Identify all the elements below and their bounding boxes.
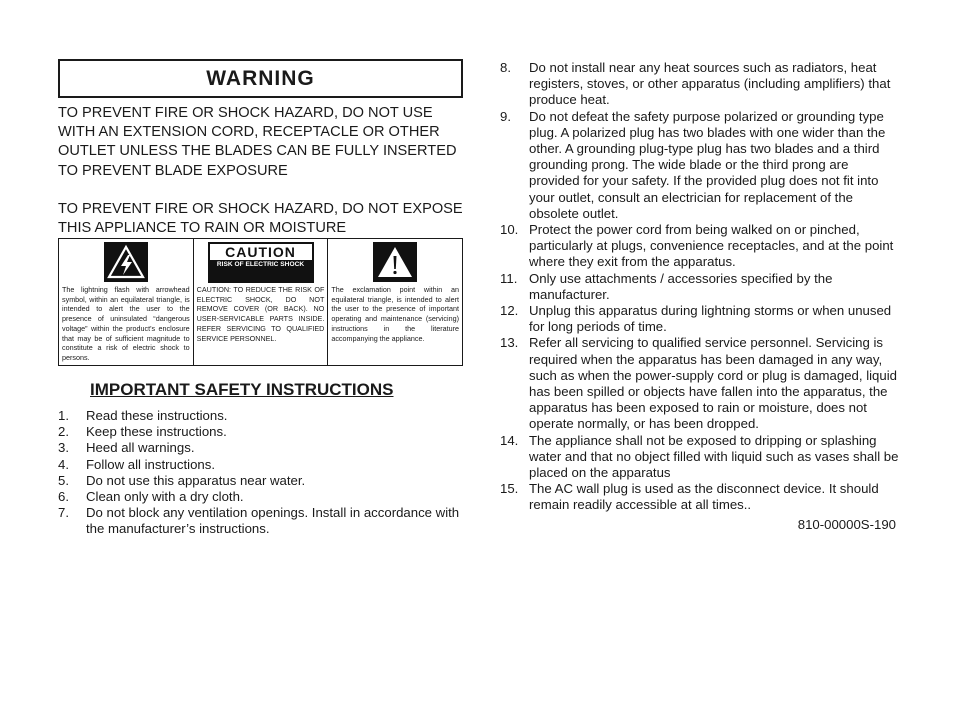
list-item: 6. Clean only with a dry cloth. bbox=[58, 489, 244, 505]
caution-label: CAUTION bbox=[210, 244, 312, 260]
warning-box bbox=[58, 59, 463, 98]
list-item: 7. Do not block any ventilation openings. Install in accordance with the manufacturer’s instructions. bbox=[58, 505, 460, 537]
list-item: 8. Do not install near any heat sources such as radiators, heat registers, stoves, or other apparatus (including amplifiers) that produce heat. bbox=[500, 60, 891, 108]
list-item: 2. Keep these instructions. bbox=[58, 424, 227, 440]
warning-paragraph-extension-cord: TO PREVENT FIRE OR SHOCK HAZARD, DO NOT USE WITH AN EXTENSION CORD, RECEPTACLE OR OTHER OUTLET UNLESS THE BLADES CAN BE FULLY INSERTED TO PREVENT BLADE EXPOSURE bbox=[58, 105, 457, 179]
instructions-list-left bbox=[58, 408, 468, 538]
warning-title: WARNING bbox=[206, 66, 315, 90]
exclamation-symbol-cell bbox=[327, 239, 462, 365]
list-item: 14. The appliance shall not be exposed to dripping or splashing water and that no object filled with liquid such as vases shall be placed on the apparatus bbox=[500, 432, 899, 481]
lightning-symbol-cell bbox=[59, 239, 193, 365]
list-item: 11. Only use attachments / accessories specified by the manufacturer. bbox=[500, 270, 833, 302]
lightning-symbol-text: The lightning flash with arrowhead symbol, within an equilateral triangle, is intended to alert the user to the presence of uninsulated “dangerous voltage” within the product’s enclosure that may be of sufficient magnitude to constitute a risk of electric shock to persons. bbox=[62, 285, 190, 362]
list-item: 10. Protect the power cord from being walked on or pinched, particularly at plugs, convenience receptacles, and at the point where they exit from the apparatus. bbox=[500, 222, 894, 270]
part-number: 810-00000S-190 bbox=[797, 517, 896, 532]
exclamation-symbol-text: The exclamation point within an equilateral triangle, is intended to alert the user to the presence of important operating and maintenance (servicing) instructions in the literature accompanying the appliance. bbox=[331, 285, 460, 343]
caution-sublabel: RISK OF ELECTRIC SHOCK bbox=[216, 261, 305, 268]
list-item: 13. Refer all servicing to qualified service personnel. Servicing is required when the apparatus has been damaged in any way, such as when the power-supply cord or plug is damaged, liquid has been spilled or objects have fallen into the apparatus, the apparatus has been exposed to rain or moisture, does not operate normally, or has been dropped. bbox=[500, 335, 897, 432]
list-item: 5. Do not use this apparatus near water. bbox=[58, 472, 306, 488]
list-item: 12. Unplug this apparatus during lightning storms or when unused for long periods of time. bbox=[500, 303, 892, 335]
list-item: 1. Read these instructions. bbox=[58, 408, 228, 423]
exclamation-triangle-icon bbox=[373, 242, 417, 282]
warning-paragraph-moisture: TO PREVENT FIRE OR SHOCK HAZARD, DO NOT EXPOSE THIS APPLIANCE TO RAIN OR MOISTURE bbox=[58, 201, 463, 237]
safety-symbols-panel bbox=[58, 238, 463, 366]
instructions-list-right bbox=[500, 60, 900, 514]
caution-symbol-text: CAUTION: TO REDUCE THE RISK OF ELECTRIC SHOCK, DO NOT REMOVE COVER (OR BACK). NO USER-SERVICABLE PARTS INSIDE. REFER SERVICING TO QUALIFIED SERVICE PERSONNEL. bbox=[196, 285, 325, 343]
list-item: 3. Heed all warnings. bbox=[58, 440, 195, 456]
lightning-triangle-icon bbox=[104, 242, 148, 282]
list-item: 4. Follow all instructions. bbox=[58, 456, 215, 472]
safety-instructions-heading: IMPORTANT SAFETY INSTRUCTIONS bbox=[90, 380, 394, 399]
list-item: 15. The AC wall plug is used as the disconnect device. It should remain readily accessible at all times.. bbox=[500, 481, 879, 513]
list-item: 9. Do not defeat the safety purpose polarized or grounding type plug. A polarized plug has two blades with one wider than the other. A grounding plug-type plug has two blades and a third grounding prong. The wide blade or the third prong are provided for your safety. If the provided plug does not fit into your outlet, consult an electrician for replacement of the obsolete outlet. bbox=[500, 108, 886, 221]
caution-symbol-cell bbox=[193, 239, 328, 365]
caution-badge bbox=[208, 242, 314, 283]
